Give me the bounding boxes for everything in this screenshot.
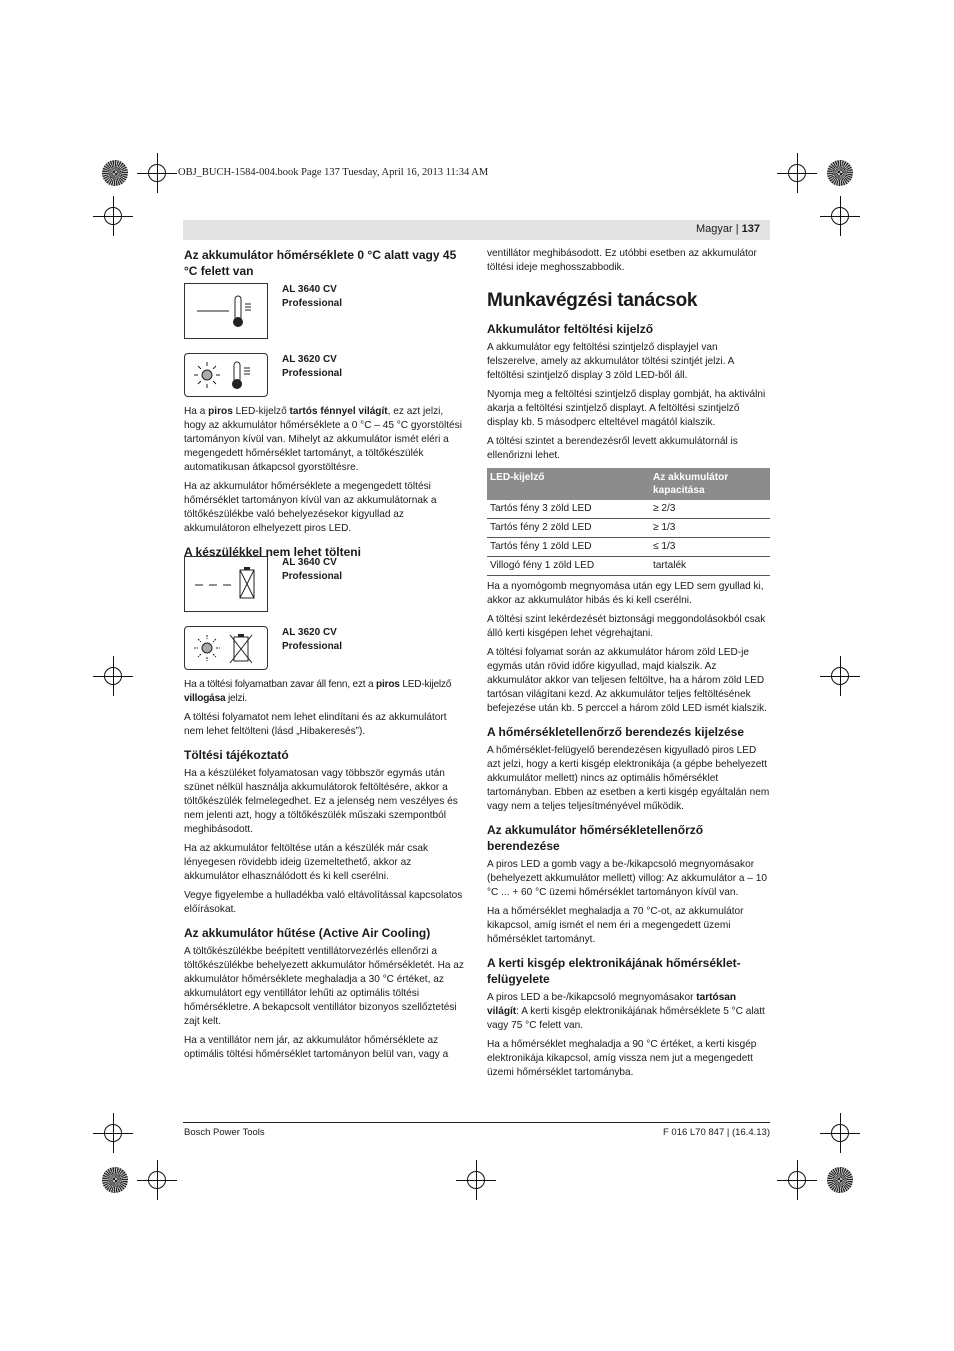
left-column xyxy=(184,247,465,1067)
paragraph: A töltőkészülékbe beépített ventillátorvezérlés ellenőrzi a töltőkészülékbe behelyezett akkumulátor hőmérsékletét. Ha az akkumulátor hőmérséklete meghaladja a 30 °C értéket, az akkumulátort egy ventillátor lehűti az optimális töltési hőmérsékletre. A bekapcsolt ventillátor bizonyos szellőztetési zajt kelt. xyxy=(184,946,464,1027)
page-number: 137 xyxy=(741,223,760,235)
table-cell: Tartós fény 3 zöld LED xyxy=(487,500,650,519)
paragraph: A piros LED a gomb vagy a be-/kikapcsoló megnyomásakor (behelyezett akkumulátor mellett) villog: Az akkumulátor a – 10 °C ... + 60 °C üzemi hőmérséklet tartományon kívül van. xyxy=(487,859,767,898)
footer-left: Bosch Power Tools xyxy=(184,1127,265,1138)
registration-rose-mark xyxy=(102,1167,128,1193)
table-header-row xyxy=(487,468,770,500)
heading-charge-display: Akkumulátor feltöltési kijelző xyxy=(487,322,654,336)
crop-mark-circle xyxy=(831,1124,849,1142)
registration-rose-mark xyxy=(827,1167,853,1193)
header-separator: | xyxy=(735,223,739,235)
model-label: AL 3640 CV xyxy=(282,284,337,295)
heading-electronics-temp: A kerti kisgép elektronikájának hőmérséklet-felügyelete xyxy=(487,956,741,986)
paragraph: A töltési folyamatot nem lehet elindítani és az akkumulátort nem lehet feltölteni (lásd „Hibakeresés”). xyxy=(184,712,447,737)
paragraph: Ha a hőmérséklet meghaladja a 90 °C értéket, a kerti kisgép elektronikája kikapcsol, amíg vissza nem jut a megengedett üzemi hőmérséklet tartományba. xyxy=(487,1039,757,1078)
paragraph: Ha a hőmérséklet meghaladja a 70 °C-ot, az akkumulátor kikapcsol, amíg ismét el nem éri a megengedett üzemi hőmérséklet tartományt. xyxy=(487,906,744,945)
crop-mark-circle xyxy=(467,1171,485,1189)
figure-al3620-error xyxy=(184,626,465,670)
registration-rose-mark xyxy=(102,160,128,186)
footer-right: F 016 L70 847 | (16.4.13) xyxy=(662,1127,770,1138)
page-number-label xyxy=(696,223,760,235)
paragraph: Vegye figyelembe a hulladékba való eltávolítással kapcsolatos előírásokat. xyxy=(184,890,463,915)
header-language: Magyar xyxy=(695,223,733,235)
crop-mark-circle xyxy=(148,164,166,182)
crop-mark-circle xyxy=(831,667,849,685)
paragraph: A hőmérséklet-felügyelő berendezésen kigyulladó piros LED azt jelzi, hogy a kerti kisgép elektronikája (a gépbe behelyezett akkumulátor mellett) nincs az optimális hőmérséklet tartományban. Ebben az esetben a kerti kisgép egyáltalán nem vagy nem a teljes teljesítményével működik. xyxy=(487,745,770,812)
led-capacity-table xyxy=(487,468,770,576)
paragraph: A akkumulátor egy feltöltési szintjelző displayjel van felszerelve, amely az akkumulátor töltési szintjét jelzi. A feltöltési szintjelző display 3 zöld LED-ből áll. xyxy=(487,342,734,381)
figure-al3640-temp xyxy=(184,283,465,339)
heading-battery-temp: Az akkumulátor hőmérsékletellenőrző berendezése xyxy=(487,823,704,853)
table-cell: ≤ 1/3 xyxy=(650,538,770,557)
model-label: AL 3620 CV xyxy=(282,354,337,365)
charger-display-box xyxy=(184,556,268,612)
led-battery-error-icon xyxy=(185,627,267,669)
heading-charging-info: Töltési tájékoztató xyxy=(184,748,289,762)
crop-mark-circle xyxy=(788,1171,806,1189)
model-sub-label: Professional xyxy=(282,571,343,582)
crop-mark-circle xyxy=(104,207,122,225)
heading-temperature: Az akkumulátor hőmérséklete 0 °C alatt vagy 45 °C felett van xyxy=(184,248,457,278)
crop-mark-circle xyxy=(788,164,806,182)
model-sub-label: Professional xyxy=(282,298,343,309)
print-info-line: OBJ_BUCH-1584-004.book Page 137 Tuesday, April 16, 2013 11:34 AM xyxy=(178,167,489,178)
paragraph: Ha az akkumulátor feltöltése után a készülék már csak lényegesen rövidebb ideig üzemeltethető, akkor az akkumulátor elhasználódott és ki kell cserélni. xyxy=(184,843,429,882)
table-cell: Tartós fény 1 zöld LED xyxy=(487,538,650,557)
right-column xyxy=(487,247,770,1085)
paragraph: Ha a piros LED-kijelző tartós fénnyel világít, ez azt jelzi, hogy az akkumulátor hőmérséklete a 0 °C – 45 °C gyorstöltési tartományon kívül van. Mihelyt az akkumulátor ismét eléri a megengedett hőmérséklet tartományt, a töltőkészülék automatikusan átkapcsol gyorstöltésre. xyxy=(184,406,462,473)
section-title: Munkavégzési tanácsok xyxy=(487,290,698,311)
table-cell: Tartós fény 2 zöld LED xyxy=(487,519,650,538)
paragraph: A töltési folyamat során az akkumulátor három zöld LED-je egymás után rövid időre kigyullad, majd kialszik. Az akkumulátor akkor van teljesen feltöltve, ha a három zöld LED tartósan világítani kezd. Az akkumulátor teljes feltöltésének befejezése után kb. 5 perccel a három zöld LED ismét kialszik. xyxy=(487,647,767,714)
table-row xyxy=(487,557,770,576)
thermometer-icon xyxy=(185,284,267,338)
charger-display-box xyxy=(184,626,268,670)
paragraph: Ha a nyomógomb megnyomása után egy LED sem gyullad ki, akkor az akkumulátor hibás és ki kell cserélni. xyxy=(487,581,764,606)
paragraph: A töltési szintet a berendezésről levett akkumulátornál is ellenőrizni lehet. xyxy=(487,436,738,461)
model-sub-label: Professional xyxy=(282,641,343,652)
led-thermometer-icon xyxy=(185,354,267,396)
paragraph: Ha a töltési folyamatban zavar áll fenn, ezt a piros LED-kijelző villogása jelzi. xyxy=(184,679,452,704)
table-cell: ≥ 1/3 xyxy=(650,519,770,538)
figure-al3620-temp xyxy=(184,353,465,397)
crop-mark-circle xyxy=(104,667,122,685)
table-header-led: LED-kijelző xyxy=(487,468,650,500)
paragraph: A piros LED a be-/kikapcsoló megnyomásakor tartósan világít: A kerti kisgép elektronikájának hőmérséklete 5 °C alatt vagy 75 °C felett van. xyxy=(487,992,765,1031)
paragraph: Ha az akkumulátor hőmérséklete a megengedett töltési hőmérséklet tartományon kívül van az akkumulátornak a töltőkészülékbe való behelyezésekor kigyullad az akkumulátoron elhelyezett piros LED. xyxy=(184,481,437,534)
heading-cooling: Az akkumulátor hűtése (Active Air Cooling) xyxy=(184,926,431,940)
table-row xyxy=(487,538,770,557)
heading-cannot-charge: A készülékkel nem lehet tölteni xyxy=(184,545,361,559)
crop-mark-circle xyxy=(831,207,849,225)
battery-error-icon xyxy=(185,557,267,611)
crop-mark-circle xyxy=(148,1171,166,1189)
charger-display-box xyxy=(184,353,268,397)
model-label: AL 3640 CV xyxy=(282,557,337,568)
model-label: AL 3620 CV xyxy=(282,627,337,638)
paragraph: Nyomja meg a feltöltési szintjelző display gombját, ha aktiválni akarja a feltöltési szintjelző displayt. A feltöltési szintjelző display kb. 5 másodperc elteltével magától kialszik. xyxy=(487,389,766,428)
table-row xyxy=(487,519,770,538)
registration-rose-mark xyxy=(827,160,853,186)
table-header-capacity: Az akkumulátor kapacitása xyxy=(650,468,770,500)
page-header-bar xyxy=(183,220,770,240)
table-cell: tartalék xyxy=(650,557,770,576)
heading-temp-display: A hőmérsékletellenőrző berendezés kijelzése xyxy=(487,725,744,739)
paragraph: Ha a ventillátor nem jár, az akkumulátor hőmérséklete az optimális töltési hőmérséklet tartományon belül van, vagy a xyxy=(184,1035,449,1060)
table-row xyxy=(487,500,770,519)
paragraph: A töltési szint lekérdezését biztonsági meggondolásokból csak álló kerti kisgépen lehet végrehajtani. xyxy=(487,614,766,639)
paragraph: ventillátor meghibásodott. Ez utóbbi esetben az akkumulátor töltési ideje meghosszabbodik. xyxy=(487,248,757,273)
table-cell: Villogó fény 1 zöld LED xyxy=(487,557,650,576)
table-cell: ≥ 2/3 xyxy=(650,500,770,519)
crop-mark-circle xyxy=(104,1124,122,1142)
charger-display-box xyxy=(184,283,268,339)
footer-rule xyxy=(183,1122,770,1123)
paragraph: Ha a készüléket folyamatosan vagy többször egymás után szünet nélkül használja akkumulátorok feltöltésére, akkor a töltőkészülék felmelegedhet. Ez a jelenség nem veszélyes és nem jelenti azt, hogy a töltőkészülék műszaki szempontból meghibásodott. xyxy=(184,768,458,835)
figure-al3640-error xyxy=(184,556,465,612)
model-sub-label: Professional xyxy=(282,368,343,379)
